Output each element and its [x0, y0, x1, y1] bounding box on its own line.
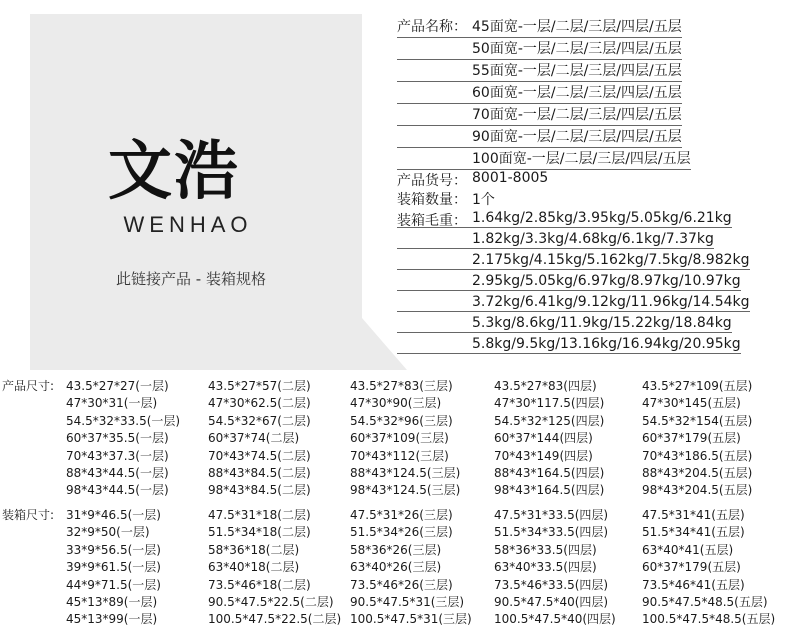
product-size-cell: 54.5*32*125(四层): [494, 413, 605, 428]
product-size-cell: 60*37*74(二层): [208, 431, 300, 446]
box-size-cell: 63*40*41(五层): [642, 542, 734, 557]
box-size-cell: 31*9*46.5(一层): [66, 508, 161, 522]
box-size-cell: 90.5*47.5*40(四层): [494, 595, 609, 609]
box-size-cell: 100.5*47.5*40(四层): [494, 612, 616, 627]
box-size-cell: 51.5*34*26(三层): [350, 525, 453, 540]
product-size-cell: 47*30*90(三层): [350, 396, 442, 411]
product-size-cell: 47*30*62.5(二层): [208, 396, 311, 411]
box-size-cell: 51.5*34*41(五层): [642, 525, 745, 540]
weight-line-6: 5.8kg/9.5kg/13.16kg/16.94kg/20.95kg: [397, 336, 741, 354]
box-size-cell: 58*36*33.5(四层): [494, 542, 597, 557]
box-size-cell: 100.5*47.5*31(三层): [350, 612, 472, 627]
product-size-cell: 54.5*32*154(五层): [642, 413, 753, 428]
product-size-cell: 54.5*32*96(三层): [350, 413, 453, 428]
weight-line-1: 1.82kg/3.3kg/4.68kg/6.1kg/7.37kg: [397, 231, 714, 249]
sku-label: 产品货号：: [397, 173, 467, 189]
product-size-cell: 98*43*44.5(一层): [66, 483, 169, 498]
box-size-cell: 58*36*26(三层): [350, 542, 442, 557]
product-size-cell: 47*30*117.5(四层): [494, 396, 605, 411]
product-size-cell: 70*43*149(四层): [494, 448, 593, 463]
box-size-cell: 63*40*18(二层): [208, 560, 300, 575]
product-name-label: 产品名称：: [397, 19, 467, 35]
box-size-cell: 73.5*46*18(二层): [208, 577, 311, 592]
box-size-cell: 73.5*46*26(三层): [350, 577, 453, 592]
product-name-line-0: 45面宽-一层/二层/三层/四层/五层: [397, 16, 682, 38]
box-size-cell: 90.5*47.5*22.5(二层): [208, 595, 334, 609]
box-size-cell: 63*40*33.5(四层): [494, 560, 597, 575]
product-size-cell: 88*43*164.5(四层): [494, 466, 605, 480]
brand-logo: 文浩: [108, 134, 240, 209]
product-name-line-2: 55面宽-一层/二层/三层/四层/五层: [397, 60, 682, 82]
product-size-cell: 70*43*37.3(一层): [66, 448, 169, 463]
product-size-cell: 43.5*27*83(三层): [350, 379, 453, 393]
sku-value: 8001-8005: [472, 170, 549, 186]
box-size-cell: 45*13*99(一层): [66, 612, 158, 627]
product-size-label: 产品尺寸:: [2, 379, 55, 393]
product-size-cell: 47*30*145(五层): [642, 396, 741, 411]
product-size-cell: 60*37*35.5(一层): [66, 431, 169, 446]
product-name-line-5: 90面宽-一层/二层/三层/四层/五层: [397, 126, 682, 148]
box-size-cell: 51.5*34*33.5(四层): [494, 525, 609, 540]
product-size-cell: 43.5*27*57(二层): [208, 379, 311, 393]
box-size-cell: 45*13*89(一层): [66, 595, 158, 609]
product-name-line-4: 70面宽-一层/二层/三层/四层/五层: [397, 104, 682, 126]
product-size-cell: 98*43*164.5(四层): [494, 483, 605, 498]
box-size-cell: 63*40*26(三层): [350, 560, 442, 575]
box-size-cell: 47.5*31*33.5(四层): [494, 508, 609, 522]
product-size-cell: 54.5*32*33.5(一层): [66, 413, 181, 428]
weight-line-3: 2.95kg/5.05kg/6.97kg/8.97kg/10.97kg: [397, 273, 741, 291]
product-size-cell: 70*43*74.5(二层): [208, 448, 311, 463]
product-size-cell: 98*43*124.5(三层): [350, 483, 461, 498]
box-size-cell: 32*9*50(一层): [66, 525, 150, 540]
box-size-cell: 90.5*47.5*31(三层): [350, 595, 465, 609]
box-size-cell: 33*9*56.5(一层): [66, 542, 161, 557]
product-size-cell: 43.5*27*83(四层): [494, 379, 597, 393]
box-size-cell: 44*9*71.5(一层): [66, 577, 161, 592]
box-size-cell: 100.5*47.5*48.5(五层): [642, 612, 776, 627]
product-name-line-3: 60面宽-一层/二层/三层/四层/五层: [397, 82, 682, 104]
product-size-cell: 70*43*186.5(五层): [642, 448, 753, 463]
product-size-cell: 60*37*179(五层): [642, 431, 741, 446]
box-size-label: 装箱尺寸:: [2, 508, 55, 522]
brand-name-en: WENHAO: [123, 212, 253, 237]
box-size-cell: 100.5*47.5*22.5(二层): [208, 612, 342, 627]
qty-label: 装箱数量：: [397, 192, 467, 208]
box-size-cell: 60*37*179(五层): [642, 560, 741, 575]
product-size-cell: 98*43*84.5(二层): [208, 483, 311, 498]
product-size-cell: 47*30*31(一层): [66, 396, 158, 411]
product-name-line-6: 100面宽-一层/二层/三层/四层/五层: [397, 148, 691, 170]
box-size-cell: 47.5*31*26(三层): [350, 508, 453, 522]
product-size-cell: 88*43*204.5(五层): [642, 466, 753, 480]
weight-line-0: 1.64kg/2.85kg/3.95kg/5.05kg/6.21kg: [397, 210, 732, 228]
product-size-cell: 54.5*32*67(二层): [208, 413, 311, 428]
brand-note: 此链接产品 - 装箱规格: [116, 270, 266, 288]
weight-line-4: 3.72kg/6.41kg/9.12kg/11.96kg/14.54kg: [397, 294, 750, 312]
box-size-cell: 73.5*46*33.5(四层): [494, 577, 609, 592]
product-size-cell: 70*43*112(三层): [350, 448, 449, 463]
box-size-cell: 73.5*46*41(五层): [642, 577, 745, 592]
product-size-cell: 60*37*109(三层): [350, 431, 449, 446]
product-size-cell: 43.5*27*27(一层): [66, 379, 169, 393]
box-size-cell: 39*9*61.5(一层): [66, 560, 161, 575]
box-size-cell: 51.5*34*18(二层): [208, 525, 311, 540]
qty-value: 1个: [472, 192, 495, 208]
product-size-cell: 98*43*204.5(五层): [642, 483, 753, 498]
weight-label: 装箱毛重：: [397, 213, 467, 229]
box-size-cell: 47.5*31*18(二层): [208, 508, 311, 522]
weight-line-2: 2.175kg/4.15kg/5.162kg/7.5kg/8.982kg: [397, 252, 750, 270]
product-name-line-1: 50面宽-一层/二层/三层/四层/五层: [397, 38, 682, 60]
product-size-cell: 60*37*144(四层): [494, 431, 593, 446]
weight-line-5: 5.3kg/8.6kg/11.9kg/15.22kg/18.84kg: [397, 315, 732, 333]
box-size-cell: 58*36*18(二层): [208, 542, 300, 557]
product-size-cell: 43.5*27*109(五层): [642, 379, 753, 393]
box-size-cell: 90.5*47.5*48.5(五层): [642, 595, 768, 609]
product-size-cell: 88*43*124.5(三层): [350, 466, 461, 480]
box-size-cell: 47.5*31*41(五层): [642, 508, 745, 522]
product-size-cell: 88*43*44.5(一层): [66, 466, 169, 480]
product-size-cell: 88*43*84.5(二层): [208, 466, 311, 480]
